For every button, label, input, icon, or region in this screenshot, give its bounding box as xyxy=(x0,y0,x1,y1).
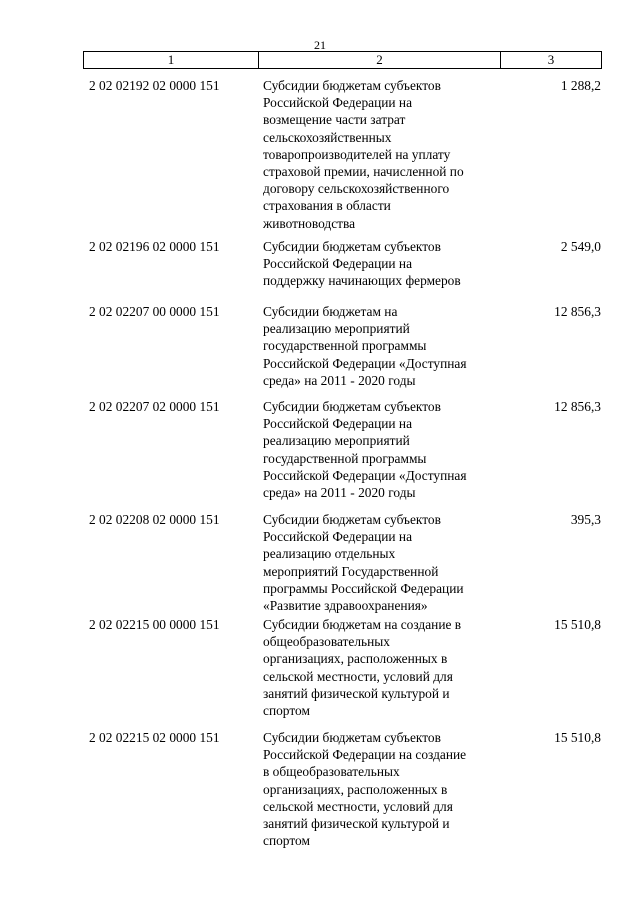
budget-code: 2 02 02215 02 0000 151 xyxy=(89,730,220,745)
row-description: Субсидии бюджетам субъектов Российской Федерации на поддержку начинающих фермеров xyxy=(263,239,461,289)
row-amount: 15 510,8 xyxy=(554,617,601,632)
row-amount: 2 549,0 xyxy=(560,239,601,254)
budget-code: 2 02 02208 02 0000 151 xyxy=(89,512,220,527)
row-description: Субсидии бюджетам на создание в общеобразовательных организациях, расположенных в сельской местности, условий для занятий физической культурой и спортом xyxy=(263,617,462,719)
row-description: Субсидии бюджетам субъектов Российской Федерации на возмещение части затрат сельскохозяйственных товаропроизводителей на уплату страховой премии, начисленной по договору сельскохозяйственного страхования в области животноводства xyxy=(263,78,464,231)
header-col-2: 2 xyxy=(259,52,501,68)
header-col-3: 3 xyxy=(547,52,555,67)
row-amount: 1 288,2 xyxy=(560,78,601,93)
page-number: 21 xyxy=(314,38,326,52)
budget-code: 2 02 02196 02 0000 151 xyxy=(89,239,220,254)
budget-code: 2 02 02207 02 0000 151 xyxy=(89,399,220,414)
budget-code: 2 02 02215 00 0000 151 xyxy=(89,617,220,632)
row-description: Субсидии бюджетам субъектов Российской Федерации на реализацию отдельных мероприятий Государственной программы Российской Федерации «Развитие здравоохранения» xyxy=(263,512,464,614)
row-description: Субсидии бюджетам субъектов Российской Федерации на реализацию мероприятий государственной программы Российской Федерации «Доступная среда» на 2011 - 2020 годы xyxy=(263,399,467,501)
row-amount: 15 510,8 xyxy=(554,730,601,745)
budget-code: 2 02 02207 00 0000 151 xyxy=(89,304,220,319)
row-description: Субсидии бюджетам субъектов Российской Федерации на создание в общеобразовательных организациях, расположенных в сельской местности, условий для занятий физической культурой и спортом xyxy=(263,730,467,849)
budget-code: 2 02 02192 02 0000 151 xyxy=(89,78,220,93)
row-amount: 395,3 xyxy=(570,512,601,527)
row-description: Субсидии бюджетам на реализацию мероприятий государственной программы Российской Федерации «Доступная среда» на 2011 - 2020 годы xyxy=(263,304,467,388)
header-col-1: 1 xyxy=(84,52,259,68)
row-amount: 12 856,3 xyxy=(554,399,601,414)
table-header xyxy=(83,51,602,69)
row-amount: 12 856,3 xyxy=(554,304,601,319)
